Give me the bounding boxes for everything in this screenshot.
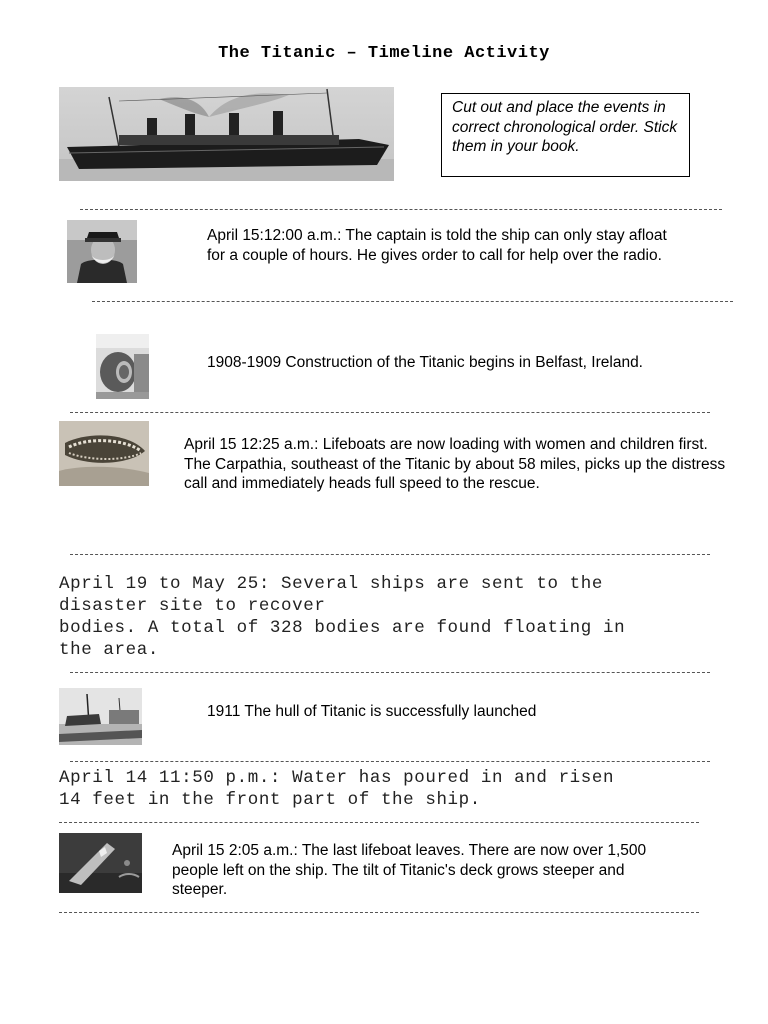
- captain-photo: [67, 220, 137, 283]
- cut-line: [59, 822, 699, 823]
- event-bodies-recovered: [59, 573, 759, 661]
- event-construction-begins: 1908-1909 Construction of the Titanic begins in Belfast, Ireland.: [207, 354, 643, 371]
- cut-line: [59, 912, 699, 913]
- event-line: bodies. A total of 328 bodies are found floating in: [59, 618, 626, 638]
- cut-line: [70, 672, 710, 673]
- launch-photo: [59, 688, 142, 745]
- cut-line: [70, 554, 710, 555]
- lifeboat-photo: [59, 421, 149, 486]
- event-lifeboats-loading: April 15 12:25 a.m.: Lifeboats are now loading with women and children first. The Carpathia, southeast of the Titanic by about 58 miles, picks up the distress call and immediately heads full speed to the rescue.: [184, 436, 726, 492]
- sinking-photo: [59, 833, 142, 893]
- event-last-lifeboat: April 15 2:05 a.m.: The last lifeboat leaves. There are now over 1,500 people left on the ship. The tilt of Titanic's deck grows steeper and steeper.: [172, 842, 647, 898]
- event-line: the area.: [59, 640, 159, 660]
- construction-photo: [96, 334, 149, 399]
- cut-line: [70, 761, 710, 762]
- cut-line: [70, 412, 710, 413]
- event-line: disaster site to recover: [59, 596, 326, 616]
- cut-line: [92, 301, 733, 302]
- cut-line: [80, 209, 722, 210]
- event-line: April 19 to May 25: Several ships are sent to the: [59, 574, 603, 594]
- titanic-ship-photo: [59, 87, 394, 181]
- event-line: April 14 11:50 p.m.: Water has poured in and risen: [59, 768, 615, 788]
- event-captain-told: April 15:12:00 a.m.: The captain is told the ship can only stay afloat for a couple of hours. He gives order to call for help over the radio.: [207, 227, 667, 264]
- event-line: 14 feet in the front part of the ship.: [59, 790, 481, 810]
- instructions-box: Cut out and place the events in correct chronological order. Stick them in your book.: [441, 93, 690, 177]
- page-title: The Titanic – Timeline Activity: [218, 44, 550, 63]
- event-water-risen: [59, 767, 759, 811]
- event-hull-launched: 1911 The hull of Titanic is successfully launched: [207, 703, 537, 720]
